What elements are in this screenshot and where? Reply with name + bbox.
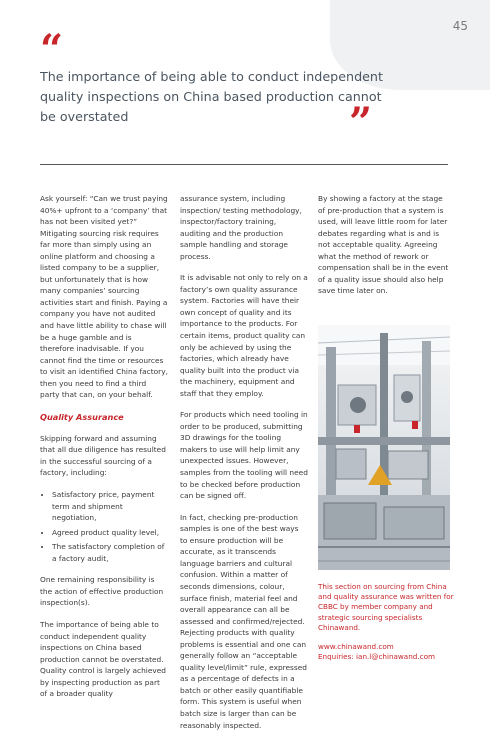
bullet-item: • The satisfactory completion of a factory audit, — [52, 541, 168, 564]
paragraph: For products which need tooling in order to be produced, submitting 3D drawings for the tooling makers to use will help limit any unexpected issues. However, samples from the tooling will need to be checked before production can be signed off. — [180, 410, 308, 501]
open-quote-mark: “ — [40, 26, 64, 73]
article-column-3 — [318, 193, 450, 307]
factory-machinery-illustration — [318, 325, 450, 570]
factory-photo — [318, 325, 450, 570]
paragraph: assurance system, including inspection/ testing methodology, inspector/factory training, auditing and the production sample handling and storage process. — [180, 194, 302, 261]
attribution-text: This section on sourcing from China and quality assurance was written for CBBC by member company and strategic sourcing specialists Chinawand. — [318, 582, 454, 632]
enquiries-email[interactable]: Enquiries: ian.l@chinawand.com — [318, 652, 435, 662]
article-column-1 — [40, 193, 168, 710]
paragraph: Ask yourself: “Can we trust paying 40%+ upfront to a ‘company’ that has not been visited yet?” Mitigating sourcing risk requires far more than simply using an online platform and choosing a listed company to be a supplier, but unfortunately that is how many companies’ sourcing activities start and finish. Paying a company you have not audited and have little ability to chase will be a huge gamble and is therefore inadvisable. If you cannot find the time or resources to visit an identified China factory, then you need to find a third party that can, on your behalf. — [40, 194, 168, 400]
paragraph: In fact, checking pre-production samples is one of the best ways to ensure production will be accurate, as it transcends language barriers and cultural confusion. Within a matter of seconds dimensions, colour, surface finish, material feel and overall appearance can all be assessed and confirmed/rejected. Rejecting products with quality problems is essential and one can generally follow an “acceptable quality level/limit” rule, expressed as a percentage of defects in a batch or other easily quantifiable form. This system is useful when batch size is larger than can be reasonably inspected. — [180, 512, 307, 730]
bullet-item: • Agreed product quality level, — [52, 527, 168, 539]
bullet-list — [40, 489, 168, 564]
page-number: 45 — [452, 19, 468, 33]
website-link[interactable]: www.chinawand.com — [318, 642, 394, 652]
attribution-note — [318, 582, 456, 662]
section-heading: Quality Assurance — [40, 411, 124, 422]
paragraph: Skipping forward and assuming that all due diligence has resulted in the successful sourcing of a factory, including: — [40, 433, 166, 478]
article-column-2 — [180, 193, 308, 741]
pull-quote: The importance of being able to conduct independent quality inspections on China based production cannot be overstated — [40, 69, 383, 124]
paragraph: By showing a factory at the stage of pre-production that a system is used, will leave little room for later debates regarding what is and is not acceptable quality. Agreeing what the method of rework or compensation shall be in the event of a quality issue should also help save time later on. — [318, 194, 449, 296]
divider-rule — [40, 164, 448, 165]
bullet-item: • Satisfactory price, payment term and shipment negotiation, — [52, 489, 168, 524]
paragraph: It is advisable not only to rely on a factory’s own quality assurance system. Factories will have their own concept of quality and its importance to the products. For certain items, product quality can only be achieved by using the factories, which already have quality built into the product via the machinery, equipment and staff that they employ. — [180, 273, 308, 398]
close-quote-mark: ” — [349, 99, 373, 146]
paragraph: One remaining responsibility is the action of effective production inspection(s). — [40, 575, 164, 608]
paragraph: The importance of being able to conduct independent quality inspections on China based production cannot be overstated. Quality control is largely achieved by inspecting production as part of a broader quality — [40, 619, 166, 699]
